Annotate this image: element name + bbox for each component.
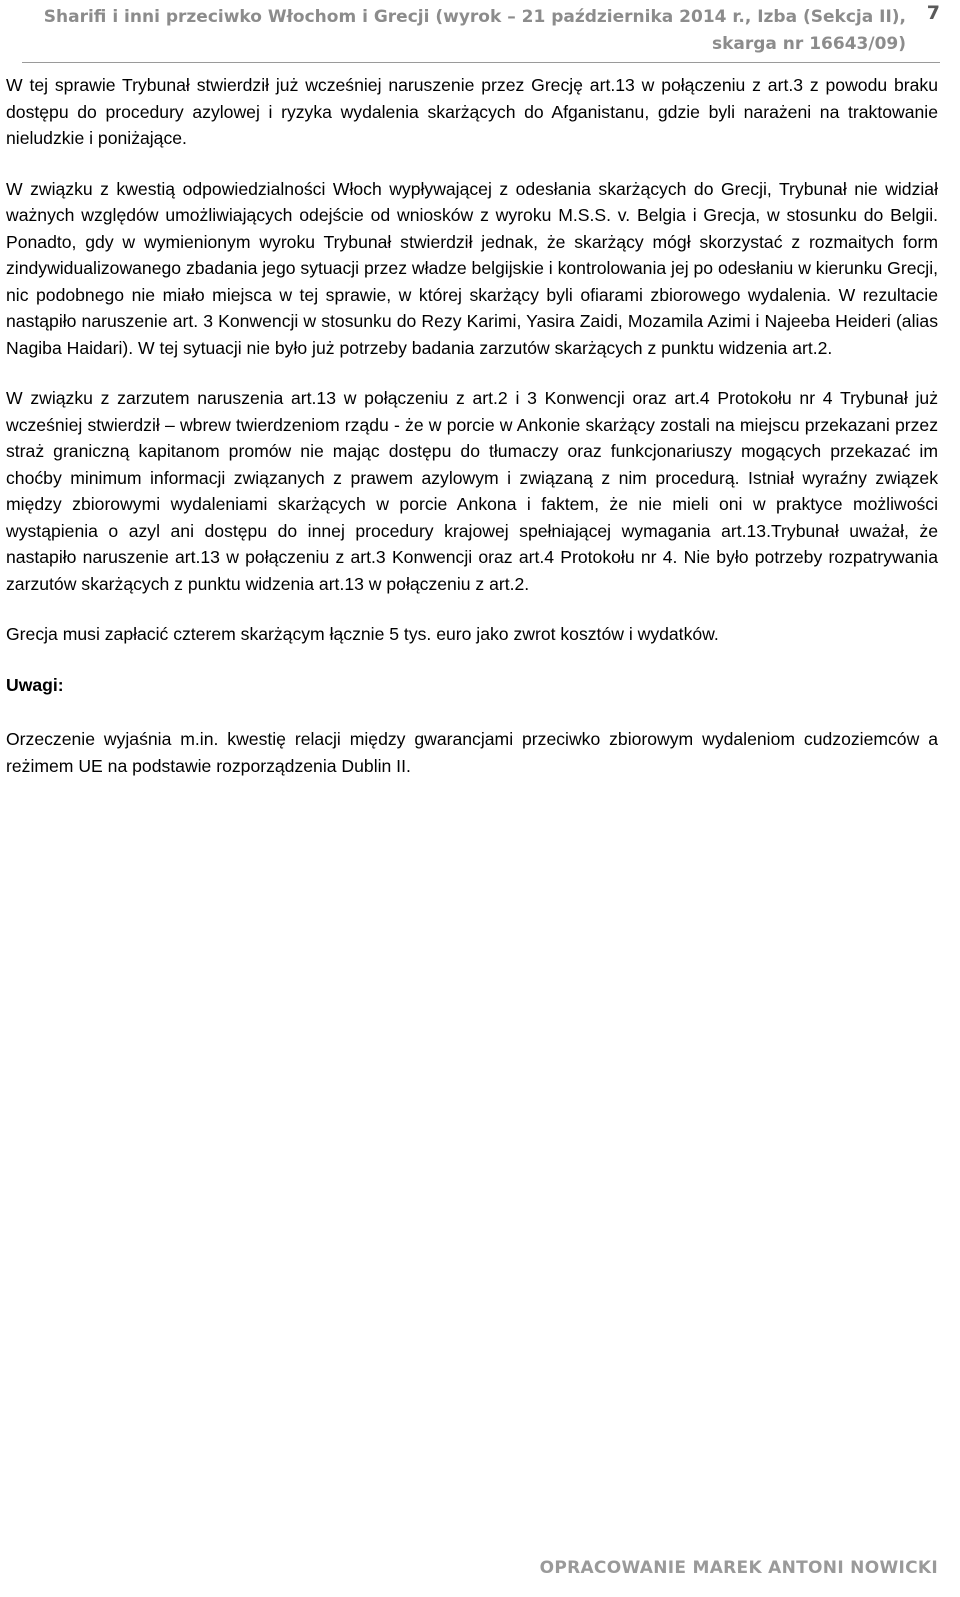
notes-paragraph: Orzeczenie wyjaśnia m.in. kwestię relacji między gwarancjami przeciwko zbiorowym wydaleniom cudzoziemców a reżimem UE na podstawie rozporządzenia Dublin II. xyxy=(6,729,938,776)
document-body xyxy=(6,72,938,803)
paragraph-1: W tej sprawie Trybunał stwierdził już wcześniej naruszenie przez Grecję art.13 w połączeniu z art.3 z powodu braku dostępu do procedury azylowej i ryzyka wydalenia skarżących do Afganistanu, gdzie byli narażeni na traktowanie nieludzkie i poniżające. xyxy=(6,75,938,148)
paragraph-3: W związku z zarzutem naruszenia art.13 w połączeniu z art.2 i 3 Konwencji oraz art.4 Protokołu nr 4 Trybunał już wcześniej stwierdził – wbrew twierdzeniom rządu - że w porcie w Ankonie skarżący zostali na miejscu przekazani przez straż graniczną kapitanom promów nie mając dostępu do tłumaczy oraz funkcjonariuszy mogących przekazać im choćby minimum informacji związanych z prawem azylowym i związaną z nim procedurą. Istniał wyraźny związek między zbiorowymi wydaleniami skarżących w porcie Ankona i faktem, że nie mieli oni w praktyce możliwości wystąpienia o azyl ani dostępu do innej procedury krajowej spełniającej wymagania art.13.Trybunał uważał, że nastapiło naruszenie art.13 w połączeniu z art.3 Konwencji oraz art.4 Protokołu nr 4. Nie było potrzeby rozpatrywania zarzutów skarżących z punktu widzenia art.13 w połączeniu z art.2. xyxy=(6,388,938,594)
paragraph-4: Grecja musi zapłacić czterem skarżącym łącznie 5 tys. euro jako zwrot kosztów i wydatków. xyxy=(6,624,719,644)
running-title-line-2: skarga nr 16643/09) xyxy=(711,34,906,54)
paragraph-2: W związku z kwestią odpowiedzialności Włoch wypływającej z odesłania skarżących do Grecji, Trybunał nie widział ważnych względów umożliwiających odejście od wniosków z wyroku M.S.S. v. Belgia i Grecja, w stosunku do Belgii. Ponadto, gdy w wymienionym wyroku Trybunał stwierdził jednak, że skarżący mógł skorzystać z rozmaitych form zindywidualizowanego zbadania jego sytuacji przez władze belgijskie i kontrolowania jej po odesłaniu w kierunku Grecji, nic podobnego nie miało miejsca w tej sprawie, w której skarżący byli ofiarami zbiorowego wydalenia. W rezultacie nastąpiło naruszenie art. 3 Konwencji w stosunku do Rezy Karimi, Yasira Zaidi, Mozamila Azimi i Najeeba Heideri (alias Nagiba Haidari). W tej sytuacji nie było już potrzeby badania zarzutów skarżących z punktu widzenia art.2. xyxy=(6,178,939,358)
page-number: 7 xyxy=(926,2,940,24)
page-footer: OPRACOWANIE MAREK ANTONI NOWICKI xyxy=(539,1558,938,1578)
notes-heading: Uwagi: xyxy=(6,674,64,695)
page-header xyxy=(22,0,940,63)
running-title xyxy=(26,4,906,58)
running-title-line-1: Sharifi i inni przeciwko Włochom i Grecji (wyrok – 21 października 2014 r., Izba (Sekcja II), xyxy=(43,7,906,27)
